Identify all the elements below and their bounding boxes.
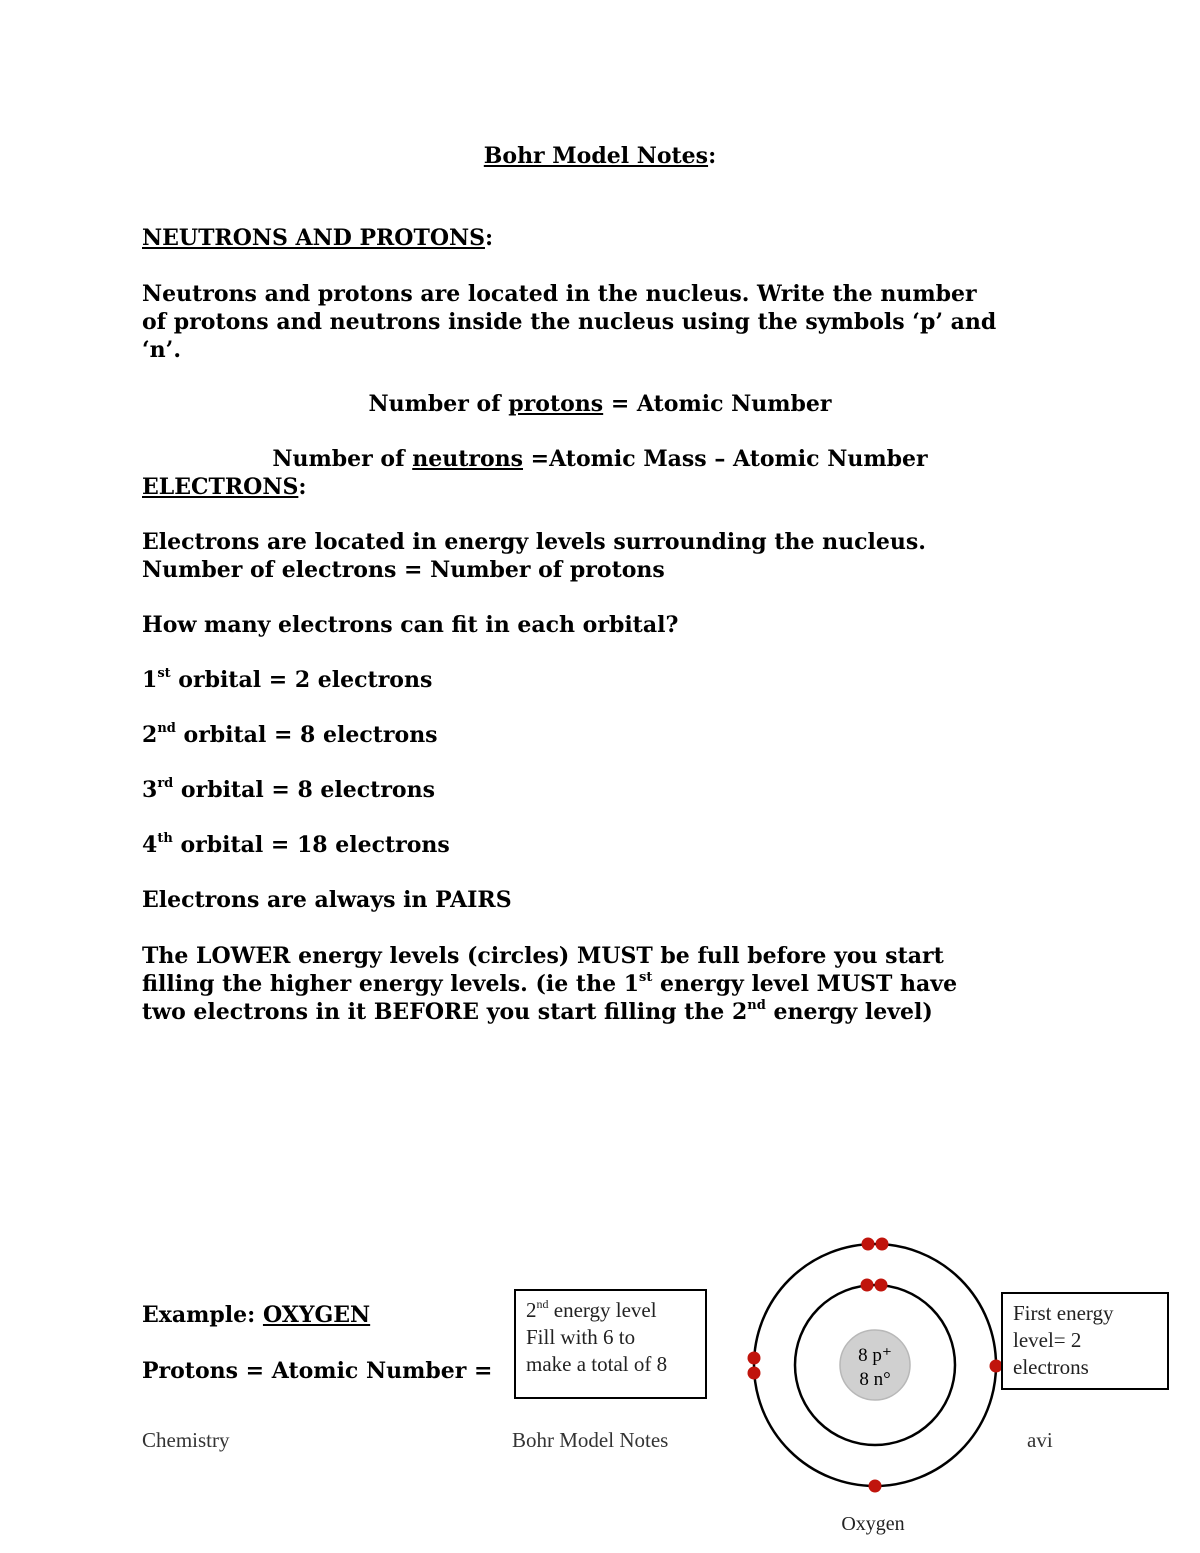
electron xyxy=(869,1480,882,1493)
electrons-heading: ELECTRONS: xyxy=(142,474,307,500)
nucleus-neutrons-label: 8 n° xyxy=(859,1369,891,1390)
orbital-capacity-4: 4th orbital = 18 electrons xyxy=(142,830,450,858)
page-title: Bohr Model Notes: xyxy=(483,143,717,169)
orbital-capacity-1: 1st orbital = 2 electrons xyxy=(142,665,433,693)
electron xyxy=(748,1352,761,1365)
orbital-capacity-2: 2nd orbital = 8 electrons xyxy=(142,720,438,748)
electron xyxy=(876,1238,889,1251)
orbital-capacity-3: 3rd orbital = 8 electrons xyxy=(142,775,435,803)
example-heading: Example: OXYGEN xyxy=(142,1302,371,1328)
electron xyxy=(875,1279,888,1292)
neutrons-protons-heading: NEUTRONS AND PROTONS: xyxy=(142,225,494,251)
second-energy-level-callout: 2nd energy level Fill with 6 to make a total of 8 xyxy=(514,1289,707,1399)
protons-formula: Number of protons = Atomic Number xyxy=(368,391,832,417)
footer-center: Bohr Model Notes xyxy=(512,1428,669,1452)
footer-right: avi xyxy=(1027,1428,1053,1452)
neutrons-formula: Number of neutrons =Atomic Mass – Atomic Number xyxy=(272,446,928,472)
electron xyxy=(748,1367,761,1380)
first-energy-level-callout: First energy level= 2 electrons xyxy=(1001,1292,1169,1390)
footer-left: Chemistry xyxy=(142,1428,230,1452)
nucleus-protons-label: 8 p⁺ xyxy=(858,1345,892,1366)
electron xyxy=(862,1238,875,1251)
electron xyxy=(861,1279,874,1292)
orbital-question: How many electrons can fit in each orbital? xyxy=(142,612,679,638)
diagram-caption: Oxygen xyxy=(841,1513,905,1535)
example-protons-line: Protons = Atomic Number = xyxy=(142,1358,493,1384)
filling-rule: The LOWER energy levels (circles) MUST be full before you start filling the higher energy levels. (ie the 1st energy level MUST have two electrons in it BEFORE you start filling the 2nd energy level) xyxy=(142,943,958,1025)
oxygen-bohr-diagram xyxy=(740,1230,1010,1550)
electrons-paragraph: Electrons are located in energy levels surrounding the nucleus. Number of electrons = Number of protons xyxy=(142,529,926,583)
nucleus-paragraph: Neutrons and protons are located in the nucleus. Write the number of protons and neutrons inside the nucleus using the symbols ‘p’ and ‘n’. xyxy=(142,281,997,363)
pairs-rule: Electrons are always in PAIRS xyxy=(142,887,512,913)
